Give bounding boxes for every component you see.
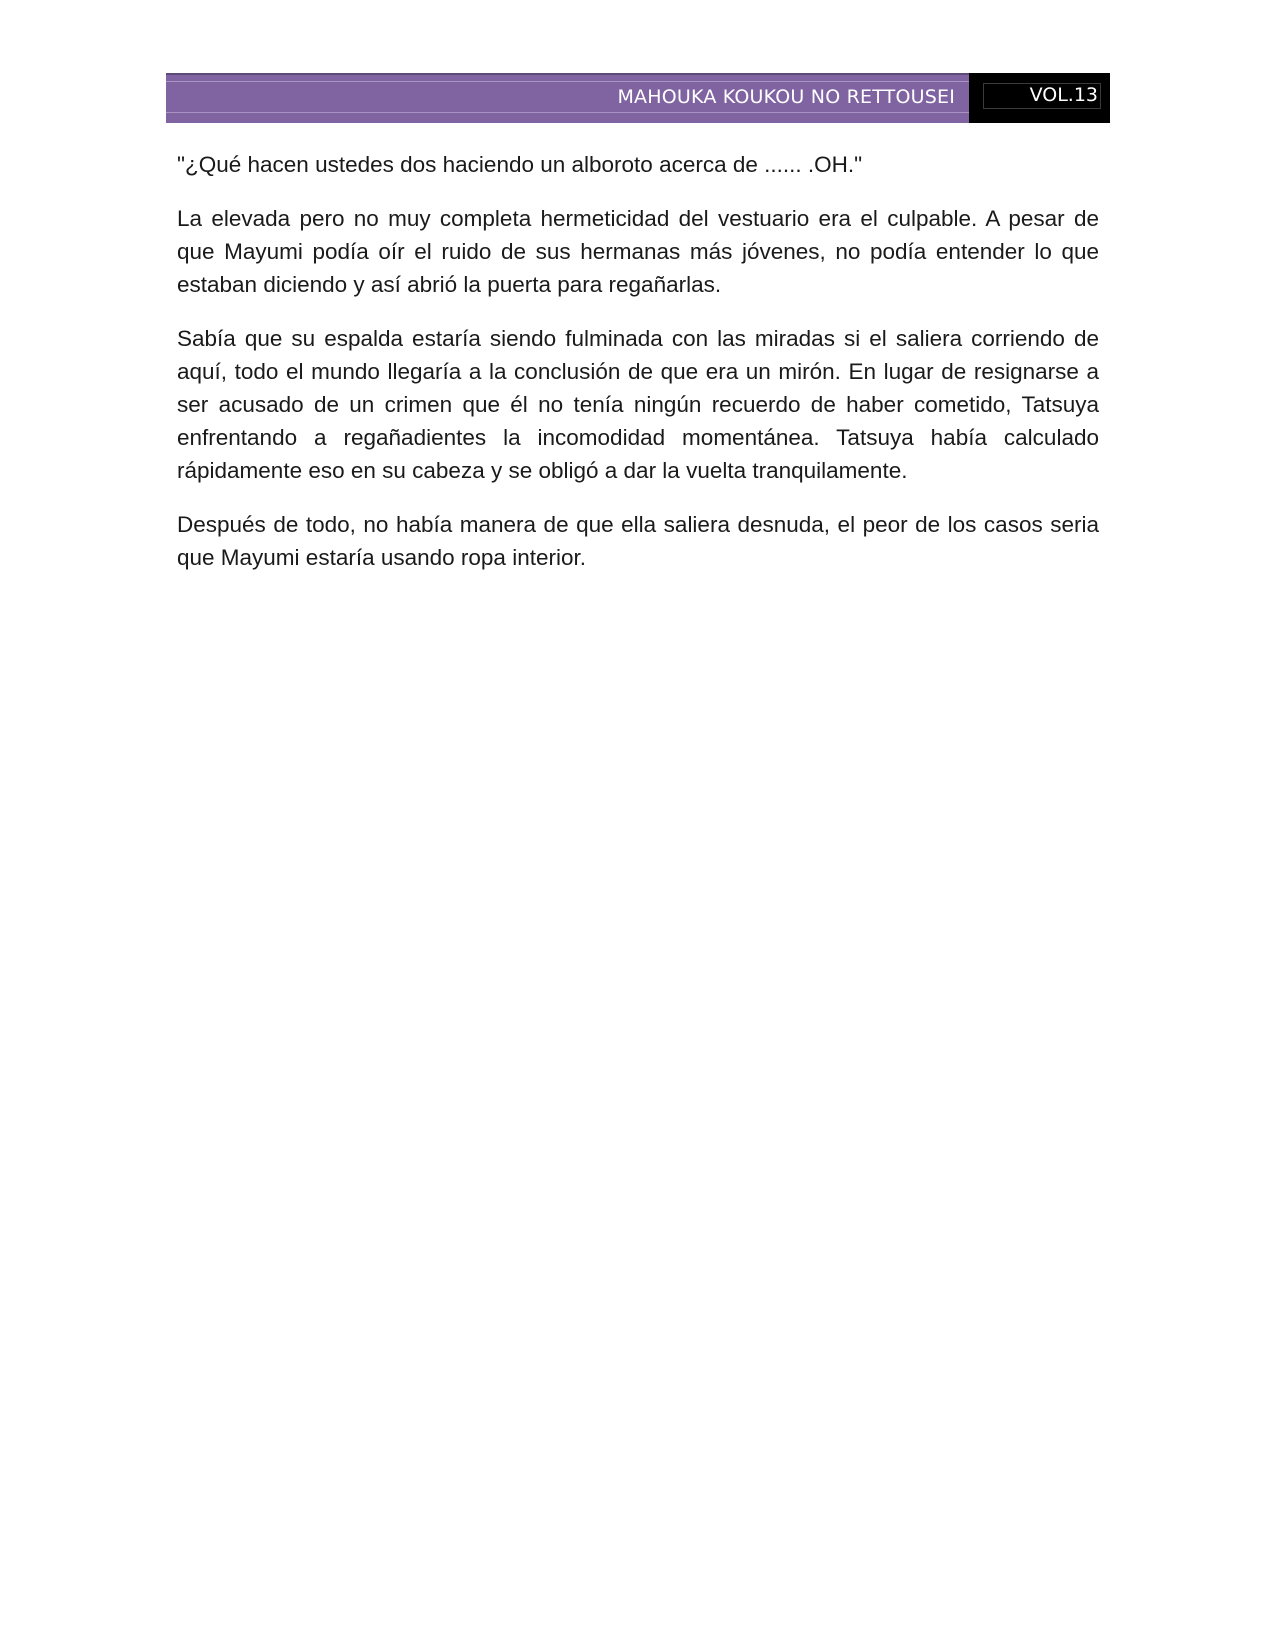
header-volume-band <box>969 73 1110 123</box>
header-rule-bottom <box>166 112 969 113</box>
page-header <box>166 73 1110 123</box>
paragraph-4: Después de todo, no había manera de que ella saliera desnuda, el peor de los casos seria que Mayumi estaría usando ropa interior. <box>177 512 1099 570</box>
volume-label: VOL.13 <box>1029 84 1098 106</box>
header-rule-top <box>166 81 969 82</box>
body-text <box>177 148 1099 595</box>
series-title: MAHOUKA KOUKOU NO RETTOUSEI <box>617 86 955 108</box>
header-title-band <box>166 73 969 123</box>
paragraph-1: "¿Qué hacen ustedes dos haciendo un alboroto acerca de ...... .OH." <box>177 152 863 177</box>
paragraph-3: Sabía que su espalda estaría siendo fulminada con las miradas si el saliera corriendo de aquí, todo el mundo llegaría a la conclusión de que era un mirón. En lugar de resignarse a ser acusado de un crimen que él no tenía ningún recuerdo de haber cometido, Tatsuya enfrentando a regañadientes la incomodidad momentánea. Tatsuya había calculado rápidamente eso en su cabeza y se obligó a dar la vuelta tranquilamente. <box>177 326 1099 483</box>
paragraph-2: La elevada pero no muy completa hermeticidad del vestuario era el culpable. A pesar de que Mayumi podía oír el ruido de sus hermanas más jóvenes, no podía entender lo que estaban diciendo y así abrió la puerta para regañarlas. <box>177 206 1099 297</box>
